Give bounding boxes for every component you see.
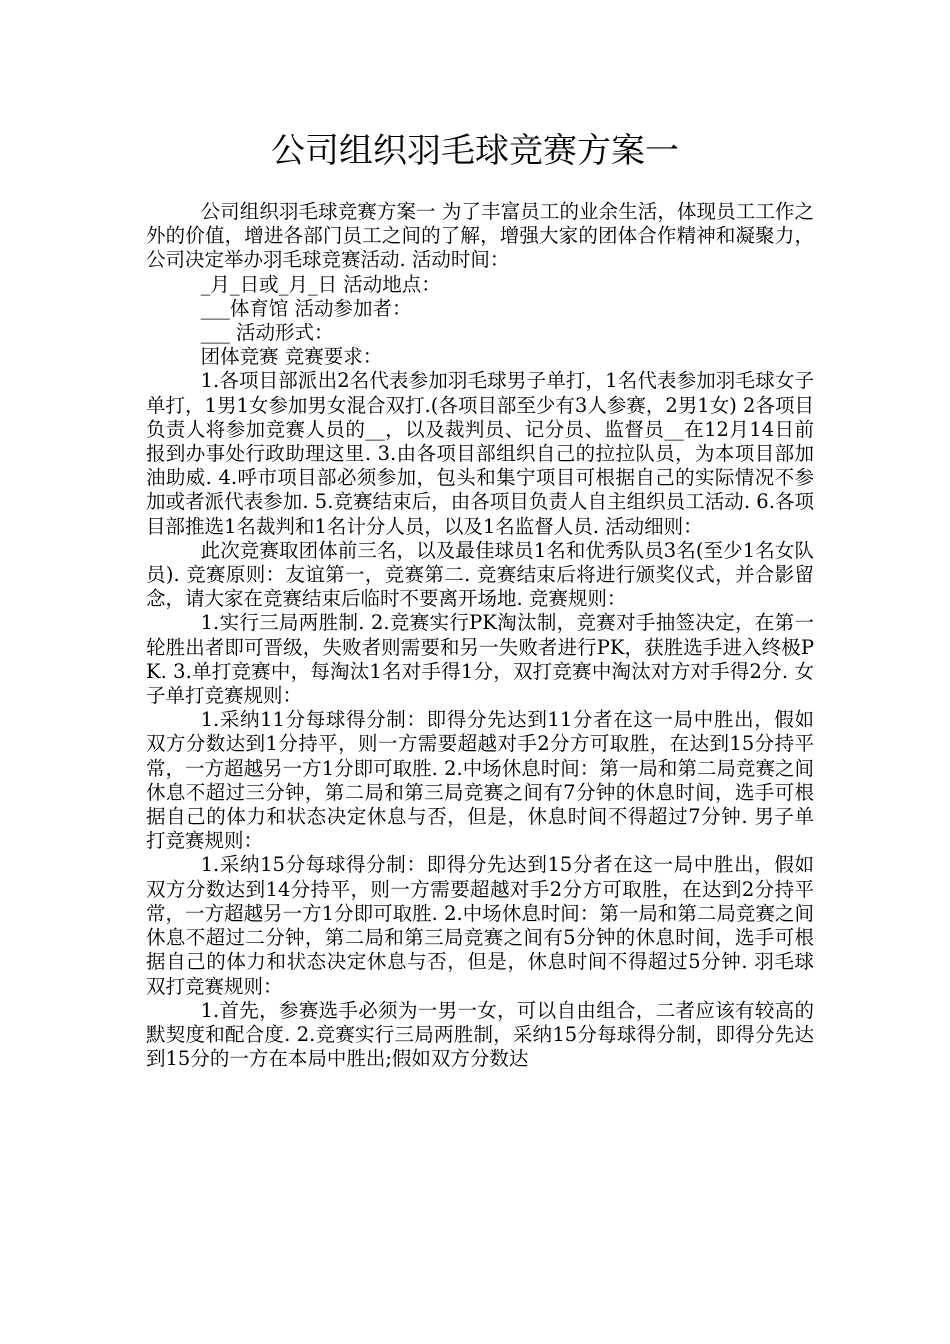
- paragraph-date: _月_日或_月_日 活动地点：: [200, 272, 441, 296]
- paragraph-participants: ___ 活动形式：: [200, 321, 334, 345]
- paragraph-mens-singles: 1.采纳15分每球得分制：即得分先达到15分者在这一局中胜出，假如双方分数达到14分持平，则一方需要超越对手2分方可取胜，在达到2分持平常，一方超越另一方1分即可取胜. 2.中场休息时间：第一局和第二局竞赛之间休息不超过二分钟，第二局和第三局竞赛之间有5分钟的休息时间，选手可根据自己的体力和状态决定休息与否，但是，休息时间不得超过5分钟. 羽毛球双打竞赛规则：: [146, 853, 814, 998]
- paragraph-venue: ___体育馆 活动参加者：: [200, 296, 412, 320]
- paragraph-requirements: 1.各项目部派出2名代表参加羽毛球男子单打，1名代表参加羽毛球女子单打，1男1女参加男女混合双打.(各项目部至少有3人参赛，2男1女) 2各项目负责人将参加竞赛人员的__，以及裁判员、记分员、监督员__在12月14日前报到办事处行政助理这里. 3.由各项目部组织自己的拉拉队员，为本项目部加油助威. 4.呼市项目部必须参加，包头和集宁项目可根据自己的实际情况不参加或者派代表参加. 5.竞赛结束后，由各项目负责人自主组织员工活动. 6.各项目部推选1名裁判和1名计分人员，以及1名监督人员. 活动细则：: [146, 369, 814, 538]
- document-body: [146, 200, 814, 1071]
- paragraph-intro: 公司组织羽毛球竞赛方案一 为了丰富员工的业余生活，体现员工工作之外的价值，增进各部门员工之间的了解，增强大家的团体合作精神和凝聚力，公司决定举办羽毛球竞赛活动. 活动时间：: [146, 200, 814, 272]
- paragraph-doubles: 1.首先，参赛选手必须为一男一女，可以自由组合，二者应该有较高的默契度和配合度. 2.竞赛实行三局两胜制，采纳15分每球得分制，即得分先达到15分的一方在本局中胜出;假如双方分数达: [146, 998, 814, 1071]
- paragraph-womens-singles: 1.采纳11分每球得分制：即得分先达到11分者在这一局中胜出，假如双方分数达到1分持平，则一方需要超越对手2分方可取胜，在达到15分持平常，一方超越另一方1分即可取胜. 2.中场休息时间：第一局和第二局竞赛之间休息不超过三分钟，第二局和第三局竞赛之间有7分钟的休息时间，选手可根据自己的体力和状态决定休息与否，但是，休息时间不得超过7分钟. 男子单打竞赛规则：: [146, 708, 814, 853]
- paragraph-form: 团体竞赛 竞赛要求：: [200, 345, 383, 369]
- paragraph-rules: 1.实行三局两胜制. 2.竞赛实行PK淘汰制，竞赛对手抽签决定，在第一轮胜出者即可晋级，失败者则需要和另一失败者进行PK，获胜选手进入终极PK. 3.单打竞赛中，每淘汰1名对手得1分，双打竞赛中淘汰对方对手得2分. 女子单打竞赛规则：: [146, 611, 814, 708]
- paragraph-details: 此次竞赛取团体前三名，以及最佳球员1名和优秀队员3名(至少1名女队员). 竞赛原则：友谊第一，竞赛第二. 竞赛结束后将进行颁奖仪式，并合影留念，请大家在竞赛结束后临时不要离开场地. 竞赛规则：: [146, 538, 814, 611]
- document-title: 公司组织羽毛球竞赛方案一: [271, 131, 679, 171]
